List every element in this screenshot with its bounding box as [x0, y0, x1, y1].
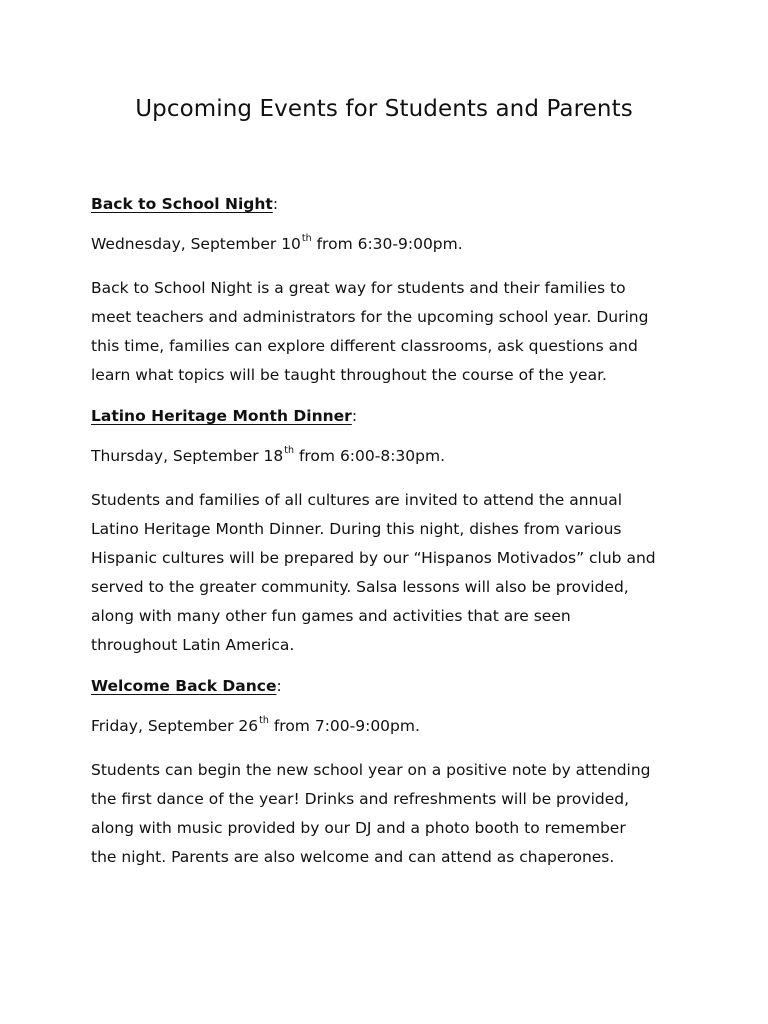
event-date-text: Thursday, September 18: [91, 447, 284, 465]
description-line: served to the greater community. Salsa lessons will also be provided,: [91, 578, 629, 596]
heading-colon: :: [272, 195, 279, 213]
event-heading: [91, 402, 691, 430]
event-description: [91, 756, 691, 872]
event-time-text: from 6:00-8:30pm.: [294, 447, 446, 465]
event-date-ordinal: th: [301, 233, 312, 244]
event-heading: [91, 190, 691, 218]
event-date: [91, 442, 691, 473]
heading-colon: :: [351, 407, 358, 425]
event-back-to-school-night: [91, 190, 691, 390]
event-title: Latino Heritage Month Dinner: [91, 407, 352, 425]
event-title: Welcome Back Dance: [91, 677, 277, 695]
event-latino-heritage-month-dinner: [91, 402, 691, 660]
description-line: this time, families can explore different classrooms, ask questions and: [91, 337, 638, 355]
description-line: throughout Latin America.: [91, 636, 295, 654]
description-line: learn what topics will be taught throughout the course of the year.: [91, 366, 607, 384]
events-list: [91, 190, 691, 884]
description-line: the night. Parents are also welcome and can attend as chaperones.: [91, 848, 615, 866]
event-description: [91, 274, 691, 390]
description-line: Students can begin the new school year on a positive note by attending: [91, 761, 651, 779]
event-time-text: from 7:00-9:00pm.: [268, 717, 420, 735]
description-line: Latino Heritage Month Dinner. During this night, dishes from various: [91, 520, 622, 538]
event-date: [91, 712, 691, 743]
event-date-ordinal: th: [284, 445, 295, 456]
description-line: Hispanic cultures will be prepared by our “Hispanos Motivados” club and: [91, 549, 656, 567]
event-date-text: Friday, September 26: [91, 717, 259, 735]
description-line: Students and families of all cultures are invited to attend the annual: [91, 491, 623, 509]
event-date: [91, 230, 691, 261]
event-title: Back to School Night: [91, 195, 273, 213]
event-date-ordinal: th: [259, 715, 269, 726]
description-line: the first dance of the year! Drinks and refreshments will be provided,: [91, 790, 630, 808]
event-date-text: Wednesday, September 10: [91, 235, 301, 253]
description-line: along with many other fun games and activities that are seen: [91, 607, 571, 625]
event-welcome-back-dance: [91, 672, 691, 872]
event-description: [91, 486, 691, 660]
description-line: along with music provided by our DJ and a photo booth to remember: [91, 819, 626, 837]
description-line: meet teachers and administrators for the upcoming school year. During: [91, 308, 649, 326]
event-heading: [91, 672, 691, 700]
document-title: Upcoming Events for Students and Parents: [135, 96, 633, 122]
event-time-text: from 6:30-9:00pm.: [311, 235, 463, 253]
description-line: Back to School Night is a great way for students and their families to: [91, 279, 626, 297]
heading-colon: :: [276, 677, 282, 695]
